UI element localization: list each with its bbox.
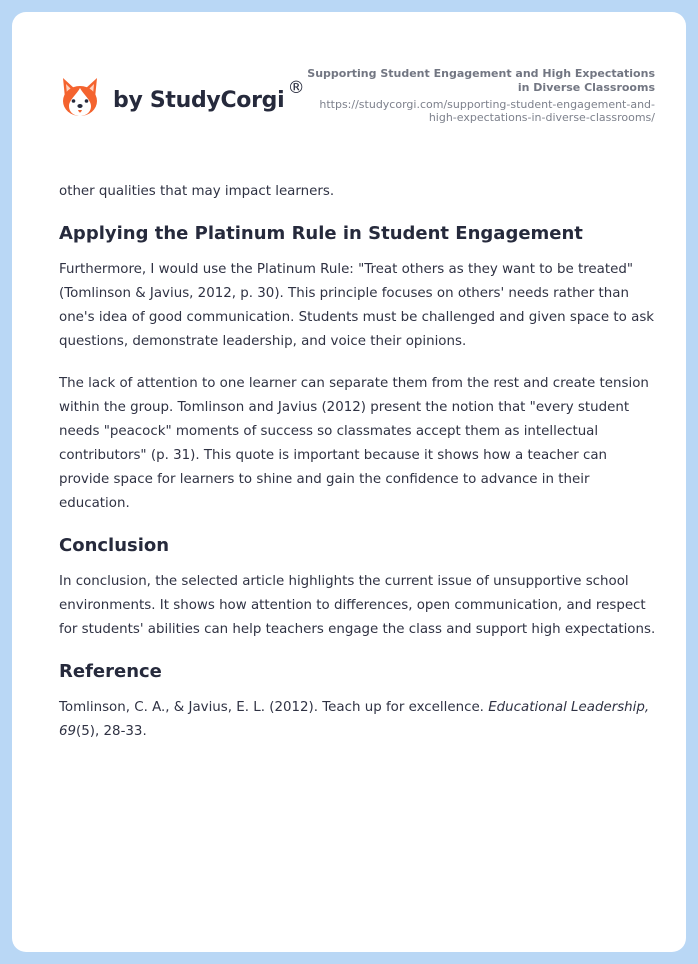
section-heading-reference: Reference bbox=[59, 661, 162, 682]
page-header bbox=[12, 12, 686, 162]
document-page bbox=[12, 12, 686, 952]
corgi-logo-icon bbox=[60, 76, 100, 120]
section-heading-platinum-rule: Applying the Platinum Rule in Student Engagement bbox=[59, 223, 583, 244]
document-meta bbox=[295, 67, 655, 124]
studycorgi-logo[interactable] bbox=[60, 76, 305, 120]
reference-citation bbox=[59, 696, 659, 744]
document-url[interactable]: https://studycorgi.com/supporting-student-engagement-and-high-expectations-in-diverse-classrooms/ bbox=[319, 98, 655, 124]
brand-name: by StudyCorgi ® bbox=[113, 77, 305, 113]
paragraph: In conclusion, the selected article highlights the current issue of unsupportive school environments. It shows how attention to differences, open communication, and respect for students' abilities can help teachers engage the class and support high expectations. bbox=[59, 574, 656, 637]
document-body bbox=[59, 180, 659, 744]
section-heading-conclusion: Conclusion bbox=[59, 535, 170, 556]
citation-end: (5), 28-33. bbox=[76, 724, 147, 739]
document-title: Supporting Student Engagement and High Expectations in Diverse Classrooms bbox=[307, 67, 655, 94]
intro-fragment: other qualities that may impact learners. bbox=[59, 184, 335, 199]
citation-start: Tomlinson, C. A., & Javius, E. L. (2012). Teach up for excellence. bbox=[59, 700, 489, 715]
paragraph: Furthermore, I would use the Platinum Rule: "Treat others as they want to be treated" (Tomlinson & Javius, 2012, p. 30). This principle focuses on others' needs rather than one's idea of good communication. Students must be challenged and given space to ask questions, demonstrate leadership, and voice their opinions. bbox=[59, 262, 655, 349]
citation-journal: Educational Leadership, 69 bbox=[59, 700, 650, 739]
paragraph: The lack of attention to one learner can separate them from the rest and create tension within the group. Tomlinson and Javius (2012) present the notion that "every student needs "peacock" moments of success so classmates accept them as intellectual contributors" (p. 31). This quote is important because it shows how a teacher can provide space for learners to shine and gain the confidence to advance in their education. bbox=[59, 376, 649, 511]
registered-mark: ® bbox=[287, 77, 305, 98]
